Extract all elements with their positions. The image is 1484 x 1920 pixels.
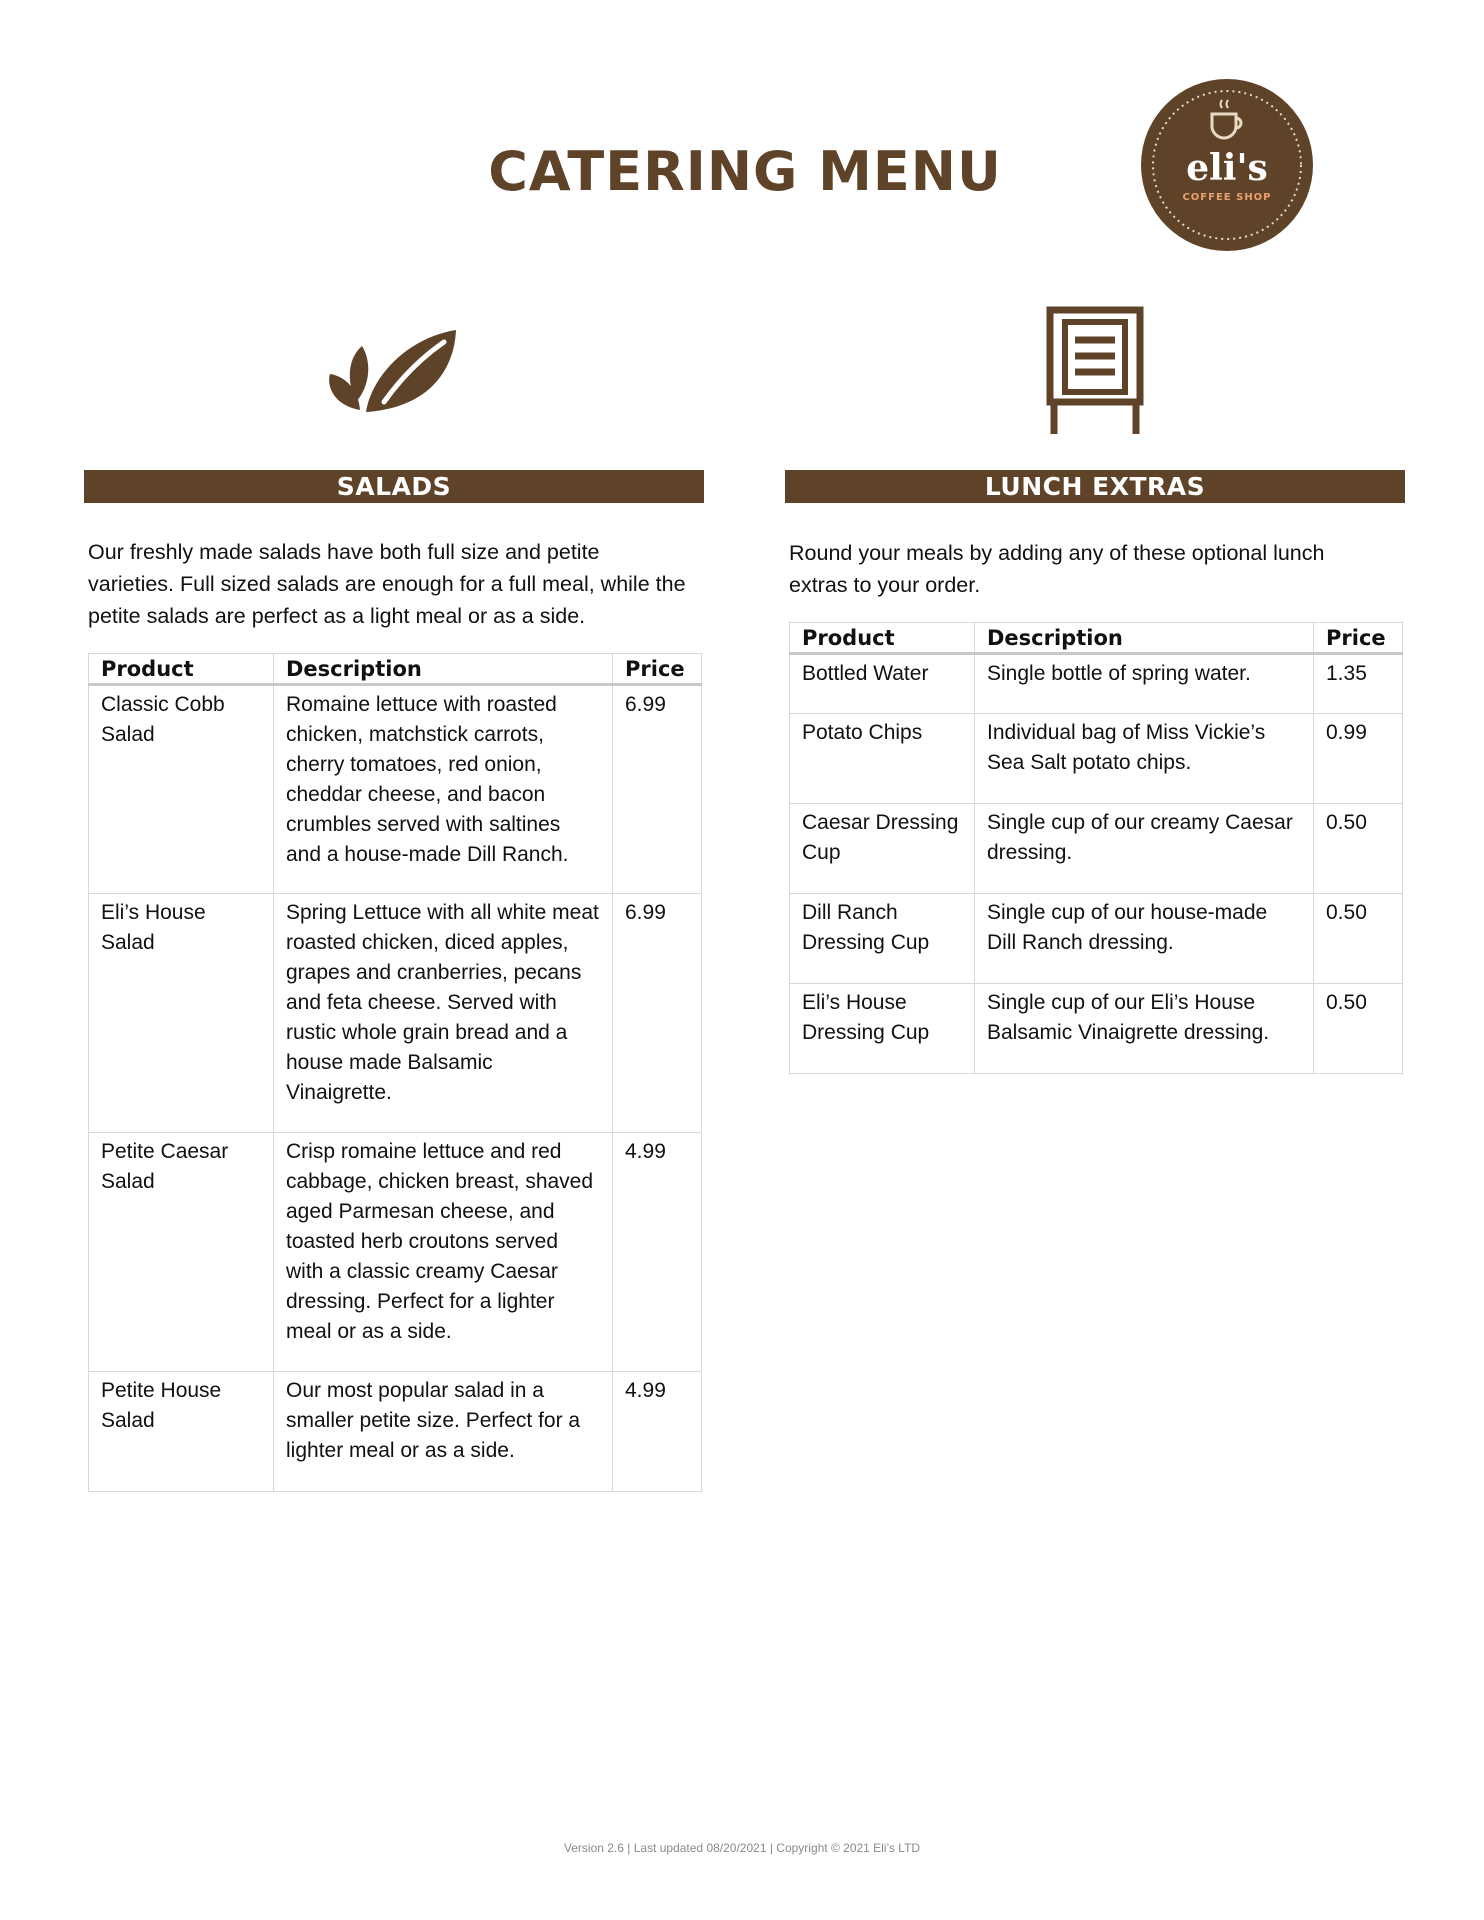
table-row: [790, 894, 1403, 984]
menu-board-icon: [1045, 306, 1145, 436]
column-header-product: Product: [790, 623, 975, 654]
column-header-description: Description: [274, 654, 613, 685]
product-cell: Bottled Water: [790, 654, 975, 714]
description-cell: Spring Lettuce with all white meat roasted chicken, diced apples, grapes and cranberries, pecans and feta cheese. Served with rustic whole grain bread and a house made Balsamic Vinaigrette.: [274, 894, 613, 1133]
lunch-extras-table: [789, 622, 1403, 1074]
description-cell: Single cup of our creamy Caesar dressing.: [975, 804, 1314, 894]
price-cell: 1.35: [1314, 654, 1403, 714]
description-cell: Single cup of our house-made Dill Ranch dressing.: [975, 894, 1314, 984]
description-cell: Single cup of our Eli’s House Balsamic Vinaigrette dressing.: [975, 984, 1314, 1074]
price-cell: 0.50: [1314, 804, 1403, 894]
elis-coffee-shop-logo: [1140, 78, 1314, 252]
column-header-price: Price: [613, 654, 702, 685]
column-header-description: Description: [975, 623, 1314, 654]
price-cell: 0.50: [1314, 894, 1403, 984]
table-header-row: [790, 623, 1403, 654]
table-row: [89, 894, 702, 1133]
price-cell: 6.99: [613, 685, 702, 894]
product-cell: Potato Chips: [790, 714, 975, 804]
table-row: [790, 984, 1403, 1074]
lunch-extras-heading: LUNCH EXTRAS: [785, 470, 1405, 503]
salads-heading: SALADS: [84, 470, 704, 503]
product-cell: Eli’s House Dressing Cup: [790, 984, 975, 1074]
product-cell: Dill Ranch Dressing Cup: [790, 894, 975, 984]
description-cell: Our most popular salad in a smaller petite size. Perfect for a lighter meal or as a side.: [274, 1372, 613, 1492]
product-cell: Petite Caesar Salad: [89, 1133, 274, 1372]
table-row: [89, 1372, 702, 1492]
lunch-extras-intro: Round your meals by adding any of these optional lunch extras to your order.: [789, 541, 1325, 597]
column-header-price: Price: [1314, 623, 1403, 654]
table-row: [790, 714, 1403, 804]
product-cell: Classic Cobb Salad: [89, 685, 274, 894]
logo-tagline-text: COFFEE SHOP: [1182, 192, 1272, 203]
table-header-row: [89, 654, 702, 685]
column-header-product: Product: [89, 654, 274, 685]
product-cell: Petite House Salad: [89, 1372, 274, 1492]
salads-intro: Our freshly made salads have both full size and petite varieties. Full sized salads are enough for a full meal, while the petite salads are perfect as a light meal or as a side.: [88, 540, 686, 628]
product-cell: Caesar Dressing Cup: [790, 804, 975, 894]
table-row: [89, 1133, 702, 1372]
price-cell: 4.99: [613, 1133, 702, 1372]
price-cell: 6.99: [613, 894, 702, 1133]
leaf-icon: [326, 328, 460, 414]
description-cell: Single bottle of spring water.: [975, 654, 1314, 714]
price-cell: 0.99: [1314, 714, 1403, 804]
price-cell: 4.99: [613, 1372, 702, 1492]
product-cell: Eli’s House Salad: [89, 894, 274, 1133]
salads-table: [88, 653, 702, 1492]
table-row: [790, 654, 1403, 714]
table-row: [89, 685, 702, 894]
page-title: CATERING MENU: [488, 140, 1002, 203]
footer-version-copyright: Version 2.6 | Last updated 08/20/2021 | Copyright © 2021 Eli’s LTD: [563, 1841, 921, 1855]
description-cell: Individual bag of Miss Vickie’s Sea Salt potato chips.: [975, 714, 1314, 804]
logo-brand-text: eli's: [1186, 147, 1268, 189]
table-row: [790, 804, 1403, 894]
price-cell: 0.50: [1314, 984, 1403, 1074]
description-cell: Crisp romaine lettuce and red cabbage, chicken breast, shaved aged Parmesan cheese, and toasted herb croutons served with a classic creamy Caesar dressing. Perfect for a lighter meal or as a side.: [274, 1133, 613, 1372]
description-cell: Romaine lettuce with roasted chicken, matchstick carrots, cherry tomatoes, red onion, cheddar cheese, and bacon crumbles served with saltines and a house-made Dill Ranch.: [274, 685, 613, 894]
